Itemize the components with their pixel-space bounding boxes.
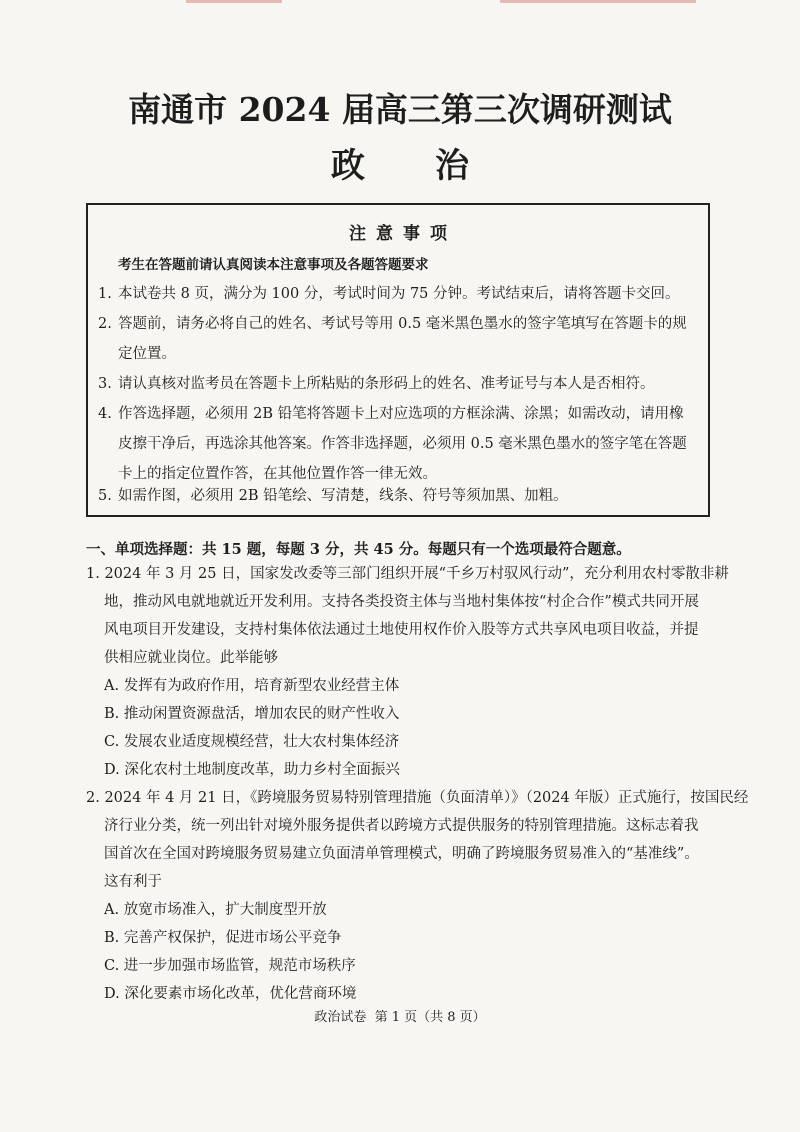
notice-item-text: 本试卷共 8 页，满分为 100 分，考试时间为 75 分钟。考试结束后，请将答题卡交回。 — [118, 286, 680, 302]
option-b: B. 推动闲置资源盘活，增加农民的财产性收入 — [104, 706, 400, 722]
notice-item-text: 如需作图，必须用 2B 铅笔绘、写清楚，线条、符号等须加黑、加粗。 — [118, 488, 568, 504]
notice-item-number: 4. — [98, 406, 112, 422]
question-line: 供相应就业岗位。此举能够 — [104, 650, 278, 666]
option-c: C. 发展农业适度规模经营，壮大农村集体经济 — [104, 734, 400, 750]
notice-subheading: 考生在答题前请认真阅读本注意事项及各题答题要求 — [118, 257, 429, 273]
exam-title: 南通市 2024 届高三第三次调研测试 — [128, 90, 672, 129]
notice-item — [98, 279, 698, 309]
notice-item-number: 5. — [98, 488, 112, 504]
option-d: D. 深化要素市场化改革，优化营商环境 — [104, 986, 357, 1002]
notice-item — [98, 309, 698, 369]
notice-item — [98, 481, 698, 511]
exam-subject: 政治 — [331, 146, 539, 186]
question-line: 2. 2024 年 4 月 21 日，《跨境服务贸易特别管理措施（负面清单）》（2024 年版）正式施行，按国民经 — [86, 790, 749, 806]
option-d: D. 深化农村土地制度改革，助力乡村全面振兴 — [104, 762, 400, 778]
section-title: 一、单项选择题：共 15 题，每题 3 分，共 45 分。每题只有一个选项最符合题意。 — [86, 541, 631, 558]
top-mark-right — [500, 0, 696, 3]
notice-item — [98, 399, 698, 489]
notice-item-number: 1. — [98, 286, 112, 302]
notice-item — [98, 369, 698, 399]
notice-item-text: 作答选择题，必须用 2B 铅笔将答题卡上对应选项的方框涂满、涂黑；如需改动，请用橡皮擦干净后，再选涂其他答案。作答非选择题，必须用 0.5 毫米黑色墨水的签字笔在答题卡上的指定位置作答，在其他位置作答一律无效。 — [118, 406, 687, 482]
option-a: A. 放宽市场准入，扩大制度型开放 — [104, 902, 327, 918]
question-line: 国首次在全国对跨境服务贸易建立负面清单管理模式，明确了跨境服务贸易准入的“基准线”。 — [104, 846, 699, 862]
question-line: 济行业分类，统一列出针对境外服务提供者以跨境方式提供服务的特别管理措施。这标志着我 — [104, 818, 699, 834]
notice-item-number: 2. — [98, 316, 112, 332]
option-b: B. 完善产权保护，促进市场公平竞争 — [104, 930, 342, 946]
option-a: A. 发挥有为政府作用，培育新型农业经营主体 — [104, 678, 400, 694]
notice-item-number: 3. — [98, 376, 112, 392]
notice-item-text: 答题前，请务必将自己的姓名、考试号等用 0.5 毫米黑色墨水的签字笔填写在答题卡的规定位置。 — [118, 316, 687, 362]
page-footer: 政治试卷 第 1 页（共 8 页） — [314, 1010, 486, 1025]
top-mark-left — [186, 0, 282, 3]
notice-item-text: 请认真核对监考员在答题卡上所粘贴的条形码上的姓名、准考证号与本人是否相符。 — [118, 376, 655, 392]
question-line: 地，推动风电就地就近开发利用。支持各类投资主体与当地村集体按“村企合作”模式共同开展 — [104, 594, 699, 610]
notice-heading: 注意事项 — [349, 224, 457, 244]
notice-box — [86, 203, 710, 517]
question-line: 1. 2024 年 3 月 25 日，国家发改委等三部门组织开展“千乡万村驭风行动”，充分利用农村零散非耕 — [86, 566, 729, 582]
question-line: 风电项目开发建设，支持村集体依法通过土地使用权作价入股等方式共享风电项目收益，并提 — [104, 622, 699, 638]
question-line: 这有利于 — [104, 874, 162, 890]
option-c: C. 进一步加强市场监管，规范市场秩序 — [104, 958, 356, 974]
